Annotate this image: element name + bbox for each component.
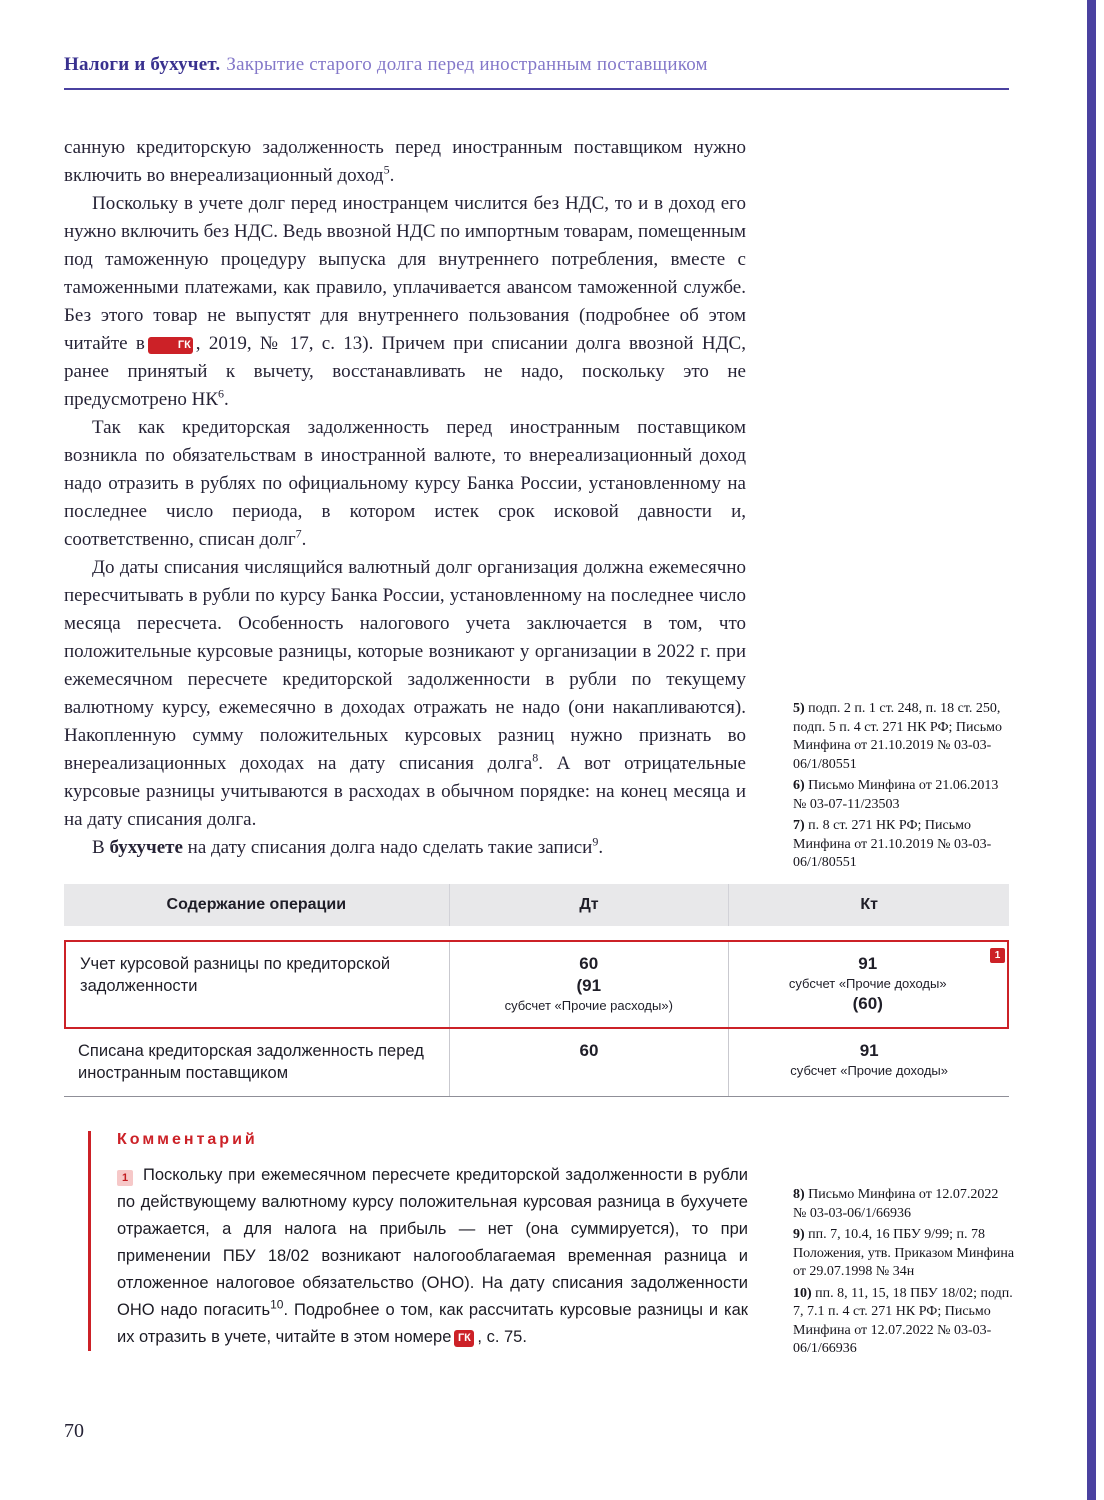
cell-debit: [449, 942, 728, 1027]
footnote-number: 6): [793, 778, 805, 793]
text-segment: Поскольку в учете долг перед иностранцем числится без НДС, то и в доход его нужно включить без НДС. Ведь ввозной НДС по импортным товарам, помещенным под таможенную процедуру выпуска для внутреннего потребления, вместе с таможенными платежами, как правило, уплачивается авансом таможенной службе. Без этого товар не выпустят для внутреннего пользования (подробнее об этом читайте в: [64, 193, 746, 354]
cell-debit: [449, 1029, 729, 1096]
page-title: Закрытие старого долга перед иностранным поставщиком: [226, 54, 708, 75]
cell-operation: Списана кредиторская задолженность перед иностранным поставщиком: [78, 1042, 424, 1082]
article-text: [64, 134, 746, 862]
footnote-number: 10): [793, 1285, 812, 1301]
cell-operation: Учет курсовой разницы по кредиторской задолженности: [80, 955, 391, 995]
operations-table: [64, 884, 1009, 1097]
footnote-ref-8: 8: [532, 750, 539, 765]
text-segment: . А вот отрицательные курсовые разницы учитываются в расходах в обычном порядке: на конец месяца и на дату списания долга.: [64, 753, 746, 830]
text-segment: .: [389, 165, 395, 186]
text-segment: .: [598, 837, 604, 858]
subaccount-label: субсчет «Прочие доходы»: [788, 976, 947, 991]
paragraph-1: [64, 134, 746, 190]
paragraph-3: [64, 414, 746, 554]
footnote-ref-9: 9: [592, 834, 599, 849]
account-number: 60: [579, 954, 599, 973]
bold-term: бухучете: [109, 837, 183, 858]
gk-journal-logo-icon: ГК: [148, 337, 193, 354]
sidebar-footnotes-top: [793, 700, 1015, 876]
subaccount-label: субсчет «Прочие доходы»: [790, 1063, 948, 1078]
footnote-number: 9): [793, 1227, 805, 1242]
footnote-text: пп. 7, 10.4, 16 ПБУ 9/99; п. 78 Положения, утв. Приказом Минфина от 29.07.1998 № 34н: [793, 1227, 1015, 1279]
text-segment: , 2019, № 17, с. 13). Причем при списании долга ввозной НДС, ранее принятый к вычету, восстанавливать не надо, поскольку это не предусмотрено НК: [64, 333, 746, 410]
account-number: 91: [858, 954, 878, 973]
text-segment: санную кредиторскую задолженность перед иностранным поставщиком нужно включить во внереализационный доход: [64, 137, 746, 186]
column-header-operation: Содержание операции: [166, 896, 347, 913]
gk-journal-logo-icon: ГК: [454, 1330, 474, 1347]
footnote-text: подп. 2 п. 1 ст. 248, п. 18 ст. 250, подп. 5 п. 4 ст. 271 НК РФ; Письмо Минфина от 21.10.2019 № 03-03-06/1/80551: [793, 701, 1002, 772]
column-header-credit: Кт: [728, 884, 1009, 926]
comment-text: [117, 1162, 748, 1351]
paragraph-4: [64, 554, 746, 834]
footnote: [793, 777, 1015, 814]
text-segment: , с. 75.: [477, 1328, 527, 1346]
footnote-text: п. 8 ст. 271 НК РФ; Письмо Минфина от 21.10.2019 № 03-03-06/1/80551: [793, 818, 992, 870]
comment-title: Комментарий: [117, 1131, 258, 1148]
paragraph-5: [64, 834, 746, 862]
callout-marker-1: 1: [990, 948, 1005, 963]
table-header-row: [64, 884, 1009, 926]
text-segment: Поскольку при ежемесячном пересчете кредиторской задолженности в рубли по действующему валютному курсу положительная курсовая разница в бухучете отражается, а для налога на прибыль — нет (она суммируется), то при применении ПБУ 18/02 возникают налогооблагаемая временная разница и отложенное налоговое обязательство (ОНО). На дату списания задолженности ОНО надо погасить: [117, 1166, 748, 1319]
footnote-ref-10: 10: [270, 1297, 284, 1312]
comment-section: [88, 1131, 748, 1351]
text-segment: До даты списания числящийся валютный долг организация должна ежемесячно пересчитывать в рубли по курсу Банка России, установленному на последнее число месяца пересчета. Особенность налогового учета заключается в том, что положительные курсовые разницы, которые возникают у организации в 2022 г. при ежемесячном пересчете кредиторской задолженности в рубли по текущему валютному курсу, ежемесячно в доходах отражать не надо (они накапливаются). Накопленную сумму положительных курсовых разниц нужно признать во внереализационных доходах на дату списания долга: [64, 557, 746, 774]
page-edge-bar: [1087, 0, 1096, 1500]
footnote: [793, 700, 1015, 774]
table-row: [64, 940, 1009, 1029]
account-number: 60: [579, 1041, 599, 1060]
footnote-number: 8): [793, 1187, 805, 1202]
footnote: [793, 1226, 1015, 1282]
sidebar-footnotes-bottom: [793, 1186, 1015, 1362]
paragraph-2: [64, 190, 746, 414]
footnote-text: Письмо Минфина от 21.06.2013 № 03-07-11/23503: [793, 778, 999, 812]
footnote-ref-7: 7: [295, 526, 302, 541]
table-body: [64, 940, 1009, 1097]
text-segment: В: [92, 837, 110, 858]
header-rule: [64, 88, 1009, 90]
text-segment: на дату списания долга надо сделать такие записи: [182, 837, 593, 858]
page-header: [64, 54, 1009, 76]
footnote: [793, 817, 1015, 873]
footnote-number: 7): [793, 818, 805, 833]
column-header-debit: Дт: [449, 884, 729, 926]
account-number: (60): [852, 994, 883, 1013]
cell-credit: [728, 1029, 1009, 1096]
text-segment: Так как кредиторская задолженность перед иностранным поставщиком возникла по обязательствам в иностранной валюте, то внереализационный доход надо отразить в рублях по официальному курсу Банка России, установленному на последнее число периода, в котором истек срок исковой давности и, соответственно, списан долг: [64, 417, 746, 550]
cell-credit: [728, 942, 1007, 1027]
footnote-number: 5): [793, 701, 805, 716]
text-segment: . Подробнее о том, как рассчитать курсовые разницы и как их отразить в учете, читайте в этом номере: [117, 1301, 748, 1346]
footnote: [793, 1186, 1015, 1223]
account-number: (91: [576, 976, 602, 995]
header-rubric: Налоги и бухучет.: [64, 54, 221, 75]
subaccount-label: субсчет «Прочие расходы»): [504, 998, 673, 1013]
text-segment: .: [224, 389, 229, 410]
footnote-ref-5: 5: [383, 162, 390, 177]
footnote-text: пп. 8, 11, 15, 18 ПБУ 18/02; подп. 7, 7.1 п. 4 ст. 271 НК РФ; Письмо Минфина от 12.07.2022 № 03-03-06/1/66936: [793, 1285, 1013, 1356]
table-row: [64, 1029, 1009, 1097]
footnote-text: Письмо Минфина от 12.07.2022 № 03-03-06/1/66936: [793, 1187, 999, 1221]
page-number: 70: [64, 1420, 84, 1442]
comment-marker-1: 1: [117, 1170, 133, 1186]
footnote-ref-6: 6: [218, 386, 225, 401]
account-number: 91: [859, 1041, 879, 1060]
footnote: [793, 1285, 1015, 1359]
text-segment: .: [301, 529, 307, 550]
